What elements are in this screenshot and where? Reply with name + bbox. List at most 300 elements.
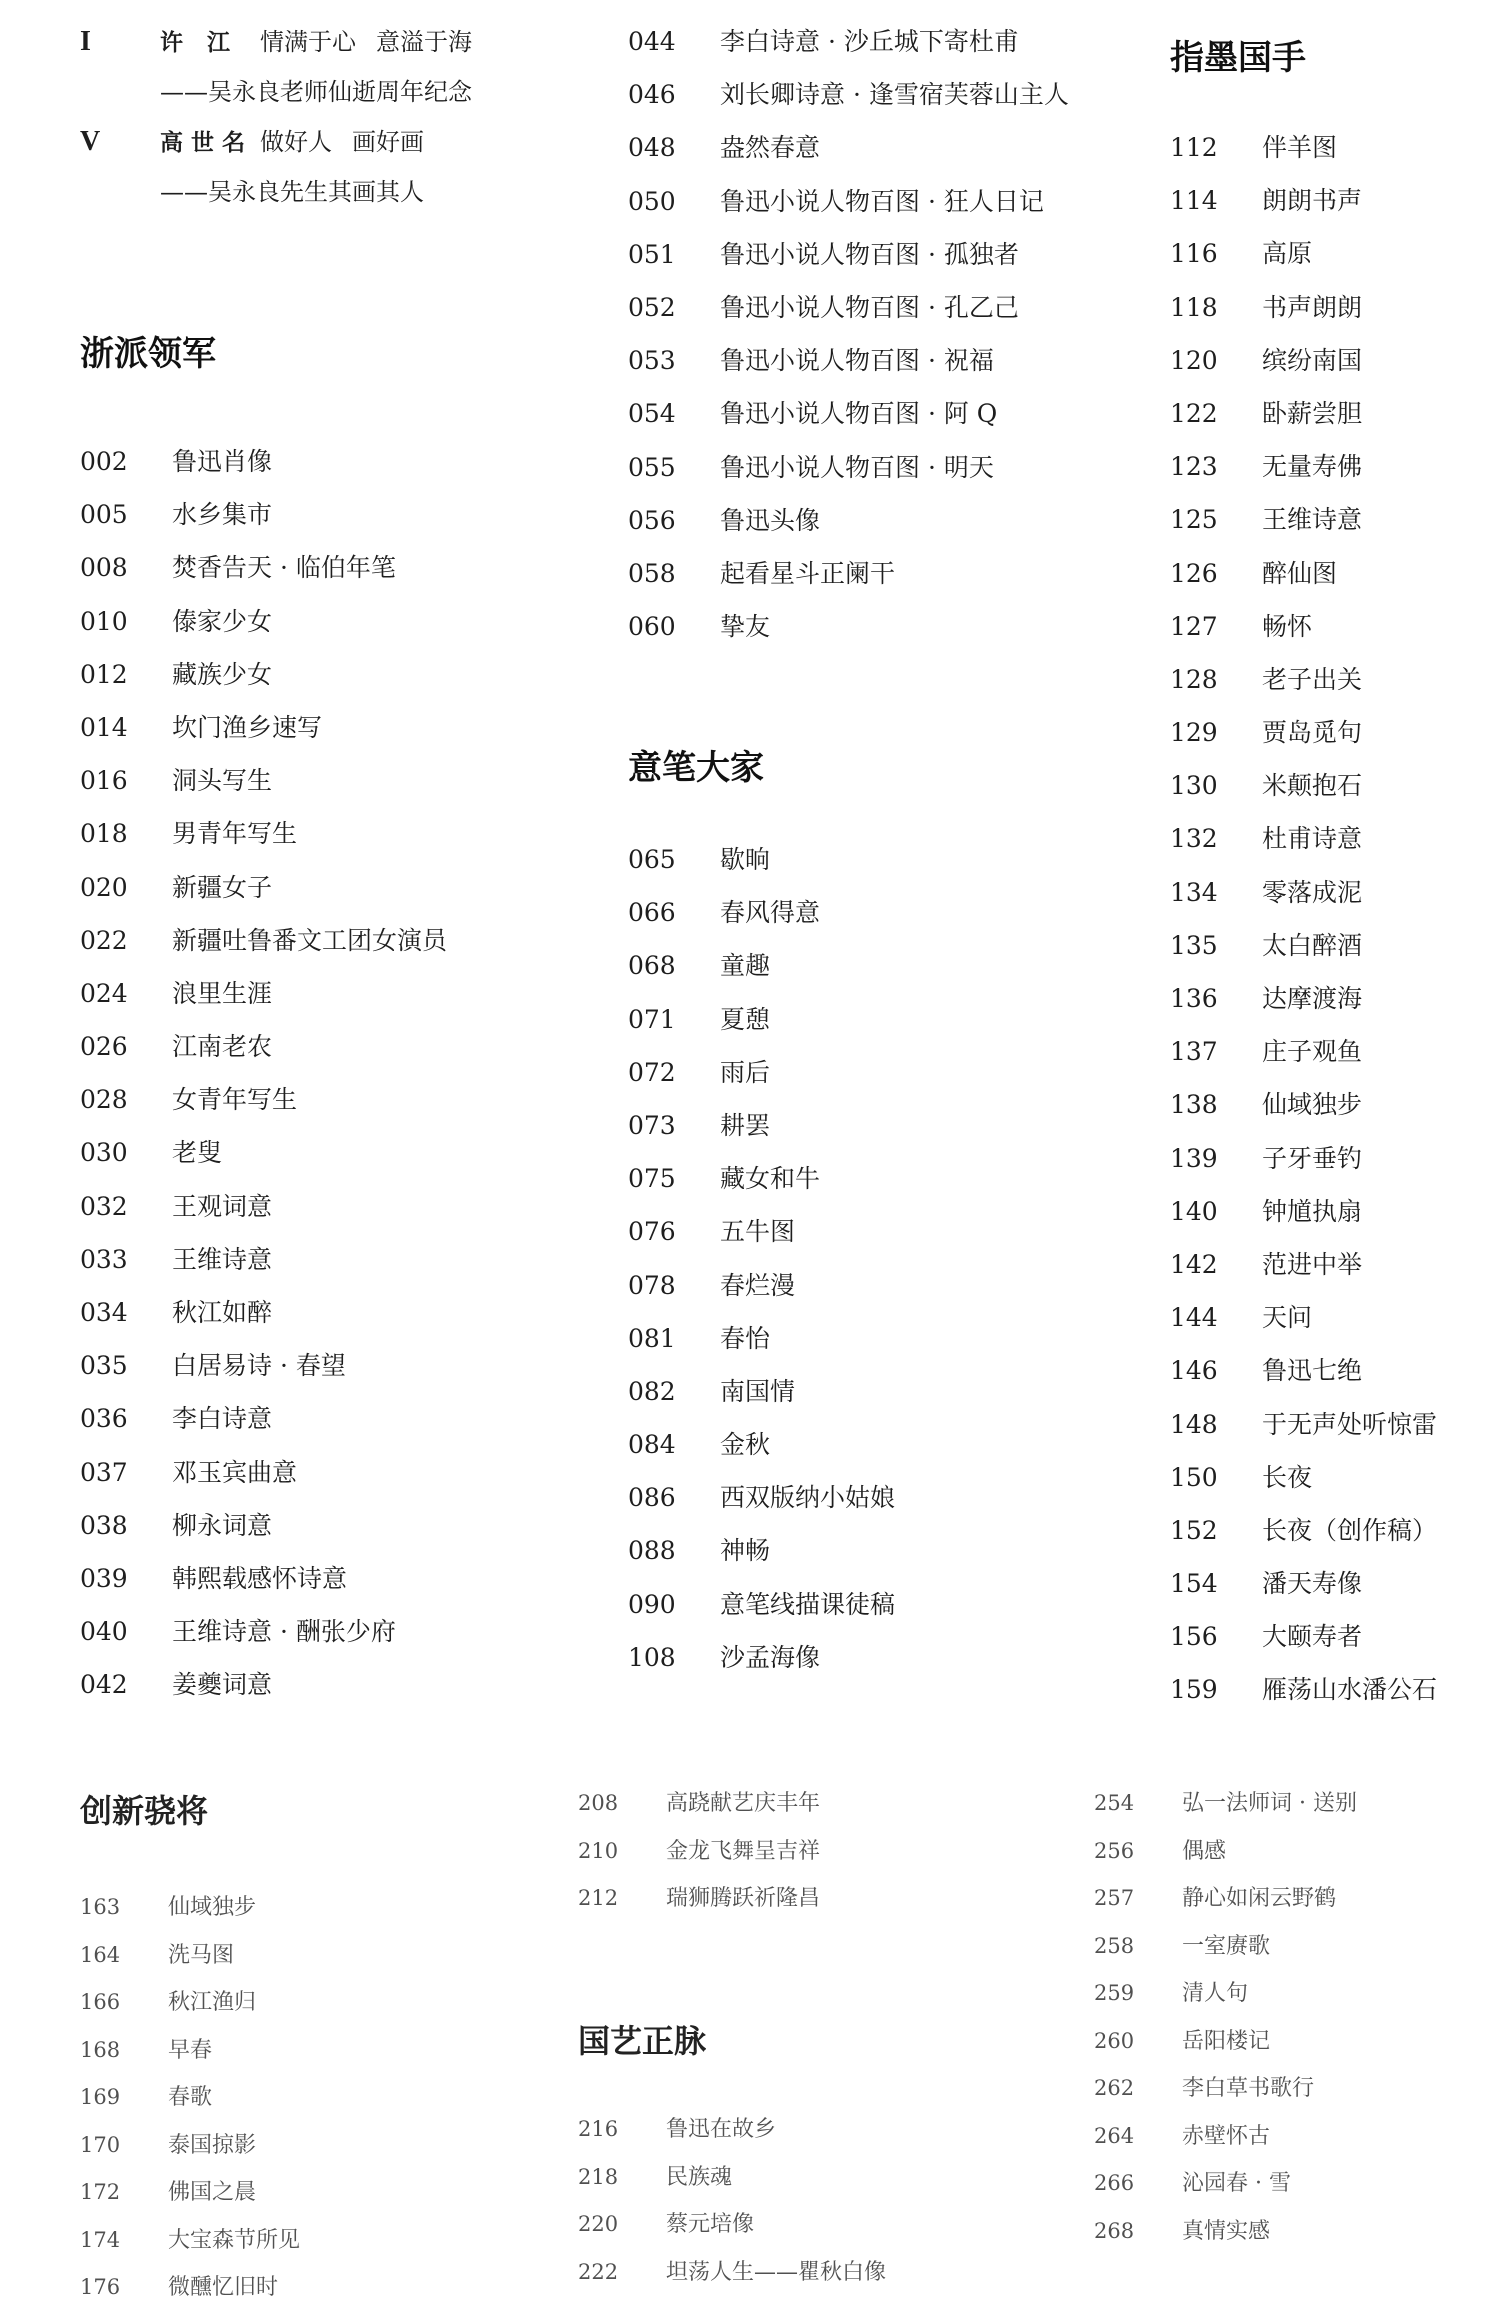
toc-entry[interactable] (628, 1478, 895, 1531)
page-number: 073 (628, 1110, 676, 1140)
toc-entry[interactable] (1170, 1032, 1437, 1085)
page-number: 058 (628, 558, 676, 588)
toc-entry[interactable] (80, 868, 447, 921)
toc-entry[interactable] (628, 1212, 895, 1265)
artwork-title: 起看星斗正阑干 (720, 558, 896, 588)
artwork-title: 王维诗意 (1262, 505, 1363, 535)
artwork-title: 米颠抱石 (1262, 771, 1363, 801)
toc-entry[interactable] (80, 2033, 300, 2081)
section-title: 指墨国手 (1170, 38, 1306, 78)
essay-title-part: 意溢于海 (376, 28, 472, 56)
artwork-title: 鲁迅头像 (720, 505, 821, 535)
artwork-title: 泰国掠影 (168, 2132, 257, 2158)
toc-entry[interactable] (80, 708, 447, 761)
artwork-title: 焚香告天 · 临伯年笔 (172, 553, 396, 583)
page-number: 072 (628, 1057, 676, 1087)
toc-entry[interactable] (1170, 394, 1437, 447)
page-number: 075 (628, 1164, 676, 1194)
toc-entry[interactable] (578, 2112, 886, 2160)
artwork-title: 李白诗意 · 沙丘城下寄杜甫 (720, 27, 1019, 56)
toc-entry[interactable] (1170, 500, 1437, 553)
toc-entry[interactable] (1170, 341, 1437, 394)
artwork-title: 南国情 (720, 1376, 796, 1406)
toc-entry[interactable] (1094, 2024, 1357, 2072)
artwork-title: 坎门渔乡速写 (172, 712, 323, 742)
essay-author: 许 江 (160, 29, 239, 56)
artwork-title: 王维诗意 · 酬张少府 (172, 1617, 396, 1647)
page-number: 222 (578, 2259, 619, 2284)
essay-subtitle: ——吴永良先生其画其人 (160, 178, 424, 206)
page-number: 142 (1170, 1249, 1218, 1279)
artwork-title: 达摩渡海 (1262, 984, 1363, 1013)
toc-entry[interactable] (628, 501, 1069, 554)
page-number: 035 (80, 1351, 128, 1381)
artwork-title: 李白诗意 (172, 1404, 273, 1434)
artwork-title: 新疆女子 (172, 872, 273, 902)
toc-entry[interactable] (80, 1665, 447, 1718)
toc-entry[interactable] (628, 1106, 895, 1159)
artwork-title: 金秋 (720, 1430, 771, 1460)
artwork-title: 长夜 (1262, 1462, 1313, 1492)
artwork-title: 子牙垂钓 (1262, 1143, 1363, 1173)
page-number: 174 (80, 2227, 121, 2252)
toc-entry[interactable] (1094, 2214, 1357, 2262)
toc-entry[interactable] (1170, 766, 1437, 819)
artwork-title: 秋江如醉 (172, 1298, 273, 1327)
toc-entry[interactable] (80, 1346, 447, 1399)
page-number: 002 (80, 447, 128, 476)
page-number: 258 (1094, 1933, 1135, 1958)
page-number: 125 (1170, 505, 1218, 535)
toc-entry[interactable] (628, 75, 1069, 128)
toc-entry[interactable] (1094, 1976, 1357, 2024)
section-zhimo (1170, 30, 1437, 1724)
artwork-title: 天问 (1262, 1303, 1313, 1333)
page-number: 132 (1170, 824, 1218, 854)
artwork-title: 范进中举 (1262, 1249, 1363, 1279)
toc-entry[interactable] (628, 182, 1069, 235)
page-number: 159 (1170, 1675, 1218, 1705)
page-number: 060 (628, 612, 676, 642)
toc-entry[interactable] (80, 1890, 300, 1938)
page-number: 218 (578, 2164, 619, 2189)
toc-entry[interactable] (578, 2207, 886, 2255)
artwork-title: 水乡集市 (172, 500, 273, 530)
artwork-title: 春烂漫 (720, 1270, 796, 1300)
toc-entry[interactable] (628, 554, 1069, 607)
toc-entry[interactable] (1170, 1511, 1437, 1564)
page-number: 005 (80, 500, 128, 530)
artwork-title: 傣家少女 (172, 606, 273, 636)
page-number: 257 (1094, 1886, 1135, 1910)
artwork-title: 大宝森节所见 (168, 2227, 301, 2253)
artwork-title: 岳阳楼记 (1182, 2028, 1271, 2054)
page-number: 156 (1170, 1622, 1218, 1652)
toc-entry[interactable] (1094, 1881, 1357, 1929)
artwork-title: 仙域独步 (1262, 1090, 1363, 1120)
essay-title-part: 画好画 (352, 128, 424, 156)
page-number: 026 (80, 1032, 128, 1062)
artwork-title: 雁荡山水潘公石 (1262, 1675, 1438, 1705)
page-number: 148 (1170, 1409, 1218, 1439)
toc-entry[interactable] (1170, 926, 1437, 979)
essay-title-part: 做好人 (260, 128, 332, 156)
artwork-title: 江南老农 (172, 1032, 273, 1062)
page-number: 010 (80, 606, 128, 636)
toc-entry[interactable] (1170, 1192, 1437, 1245)
page-number: 128 (1170, 664, 1218, 694)
toc-entry[interactable] (1170, 128, 1437, 181)
toc-entry[interactable] (1170, 554, 1437, 607)
artwork-title: 瑞狮腾跃祈隆昌 (666, 1886, 821, 1911)
artwork-title: 鲁迅在故乡 (666, 2117, 777, 2142)
artwork-title: 于无声处听惊雷 (1262, 1409, 1438, 1439)
toc-entry[interactable] (628, 341, 1069, 394)
artwork-title: 伴羊图 (1262, 133, 1338, 162)
toc-entry[interactable] (628, 893, 895, 946)
toc-entry[interactable] (80, 548, 447, 601)
page-number: 266 (1094, 2171, 1135, 2195)
artwork-title: 真情实感 (1182, 2218, 1271, 2244)
toc-entry[interactable] (628, 1319, 895, 1372)
toc-entry[interactable] (1170, 447, 1437, 500)
toc-entry[interactable] (578, 2255, 886, 2303)
page-number: 084 (628, 1430, 676, 1460)
page-number: 146 (1170, 1356, 1218, 1386)
toc-list (80, 442, 447, 1719)
toc-entry[interactable] (80, 495, 447, 548)
toc-entry[interactable] (80, 1293, 447, 1346)
toc-entry[interactable] (80, 1453, 447, 1506)
section-title: 国艺正脉 (578, 2022, 707, 2060)
page-number: 018 (80, 819, 128, 849)
page-number: 138 (1170, 1090, 1218, 1120)
artwork-title: 蔡元培像 (666, 2212, 755, 2237)
toc-entry[interactable] (1170, 607, 1437, 660)
artwork-title: 王维诗意 (172, 1244, 273, 1274)
page-number: 130 (1170, 771, 1218, 801)
section-guoyi (578, 2016, 886, 2302)
toc-entry[interactable] (628, 394, 1069, 447)
toc-entry[interactable] (578, 1786, 820, 1834)
artwork-title: 李白草书歌行 (1182, 2076, 1315, 2101)
artwork-title: 浪里生涯 (172, 978, 273, 1008)
toc-entry[interactable] (628, 288, 1069, 341)
artwork-title: 鲁迅小说人物百图 · 孔乙己 (720, 292, 1019, 322)
page-number: 108 (628, 1642, 676, 1672)
section-col3-bottom (1094, 1786, 1357, 2261)
artwork-title: 洗马图 (168, 1942, 235, 1968)
artwork-title: 神畅 (720, 1536, 771, 1566)
artwork-title: 盎然春意 (720, 133, 821, 163)
toc-entry[interactable] (1170, 288, 1437, 341)
artwork-title: 老子出关 (1262, 664, 1363, 694)
page-number: 144 (1170, 1303, 1218, 1333)
page-number: 154 (1170, 1569, 1218, 1599)
toc-entry[interactable] (1170, 1245, 1437, 1298)
toc-entry[interactable] (80, 1240, 447, 1293)
page-number: 210 (578, 1838, 619, 1863)
page-number: 088 (628, 1536, 676, 1566)
page-number: 140 (1170, 1196, 1218, 1226)
toc-entry[interactable] (80, 1985, 300, 2033)
essay-author: 高世名 (160, 129, 253, 156)
toc-entry[interactable] (628, 1531, 895, 1584)
toc-entry[interactable] (628, 607, 1069, 660)
artwork-title: 刘长卿诗意 · 逢雪宿芙蓉山主人 (720, 80, 1069, 110)
artwork-title: 鲁迅小说人物百图 · 祝福 (720, 346, 994, 376)
page-number: 164 (80, 1942, 121, 1967)
toc-entry[interactable] (80, 2080, 300, 2128)
toc-list (578, 1786, 820, 1929)
page-number: 054 (628, 399, 676, 429)
section-title: 浙派领军 (80, 334, 216, 374)
toc-entry[interactable] (628, 1425, 895, 1478)
toc-entry[interactable] (1170, 660, 1437, 713)
toc-entry[interactable] (80, 2223, 300, 2271)
toc-entry[interactable] (80, 1027, 447, 1080)
toc-entry[interactable] (1170, 1458, 1437, 1511)
artwork-title: 贾岛觅句 (1262, 718, 1363, 748)
essay-subtitle: ——吴永良老师仙逝周年纪念 (160, 78, 472, 106)
toc-entry[interactable] (80, 921, 447, 974)
toc-entry[interactable] (1170, 234, 1437, 287)
toc-entry[interactable] (628, 1159, 895, 1212)
toc-entry[interactable] (1170, 819, 1437, 872)
toc-entry[interactable] (1170, 1670, 1437, 1723)
page-number: 008 (80, 553, 128, 583)
page-number: 037 (80, 1457, 128, 1487)
toc-entry[interactable] (80, 761, 447, 814)
artwork-title: 金龙飞舞呈吉祥 (666, 1838, 821, 1864)
artwork-title: 钟馗执扇 (1262, 1196, 1363, 1226)
artwork-title: 沙孟海像 (720, 1642, 821, 1672)
toc-entry[interactable] (1170, 1351, 1437, 1404)
page-number: 123 (1170, 452, 1218, 482)
artwork-title: 高原 (1262, 239, 1313, 269)
page-number: 055 (628, 452, 676, 482)
artwork-title: 偶感 (1182, 1838, 1227, 1864)
artwork-title: 王观词意 (172, 1191, 273, 1221)
toc-entry[interactable] (80, 1399, 447, 1452)
artwork-title: 赤壁怀古 (1182, 2123, 1271, 2149)
page-number: 078 (628, 1270, 676, 1300)
artwork-title: 鲁迅小说人物百图 · 阿 Q (720, 399, 998, 429)
page-number: 268 (1094, 2218, 1135, 2243)
toc-entry[interactable] (628, 235, 1069, 288)
page-number: 170 (80, 2132, 121, 2157)
toc-list (80, 1890, 300, 2318)
page-number: 016 (80, 766, 128, 796)
page-number: 053 (628, 346, 676, 376)
page-number: 032 (80, 1191, 128, 1221)
section-col2-bottom (578, 1786, 820, 1929)
section-title: 意笔大家 (628, 748, 764, 788)
toc-entry[interactable] (1170, 713, 1437, 766)
artwork-title: 高跷献艺庆丰年 (666, 1791, 821, 1816)
page-number: 014 (80, 712, 128, 742)
toc-entry[interactable] (80, 442, 447, 495)
artwork-title: 童趣 (720, 951, 771, 981)
page-number: 022 (80, 925, 128, 955)
toc-entry[interactable] (80, 1938, 300, 1986)
section-title: 创新骁将 (80, 1792, 209, 1830)
artwork-title: 春歌 (168, 2085, 213, 2110)
artwork-title: 意笔线描课徒稿 (720, 1589, 896, 1619)
page-number: 090 (628, 1589, 676, 1619)
page-number: 056 (628, 505, 676, 535)
artwork-title: 仙域独步 (168, 1895, 257, 1920)
page-number: 030 (80, 1138, 128, 1168)
artwork-title: 沁园春 · 雪 (1182, 2171, 1291, 2196)
artwork-title: 邓玉宾曲意 (172, 1457, 298, 1487)
artwork-title: 长夜（创作稿） (1262, 1515, 1438, 1545)
toc-entry[interactable] (628, 128, 1069, 181)
page-number: 216 (578, 2117, 619, 2141)
toc-entry[interactable] (628, 946, 895, 999)
toc-entry[interactable] (1170, 1405, 1437, 1458)
artwork-title: 畅怀 (1262, 611, 1313, 641)
toc-entry[interactable] (1170, 1085, 1437, 1138)
page-number: 163 (80, 1895, 121, 1919)
toc-entry[interactable] (1170, 1617, 1437, 1670)
artwork-title: 微醺忆旧时 (168, 2275, 279, 2300)
toc-entry[interactable] (1170, 1139, 1437, 1192)
toc-entry[interactable] (80, 1080, 447, 1133)
toc-entry[interactable] (1170, 1564, 1437, 1617)
toc-list (578, 2112, 886, 2302)
artwork-title: 鲁迅小说人物百图 · 明天 (720, 452, 994, 482)
page-number: 172 (80, 2180, 121, 2204)
toc-entry[interactable] (1170, 979, 1437, 1032)
artwork-title: 夏憩 (720, 1004, 771, 1034)
toc-entry[interactable] (628, 448, 1069, 501)
toc-entry[interactable] (1094, 2071, 1357, 2119)
artwork-title: 鲁迅小说人物百图 · 狂人日记 (720, 186, 1044, 216)
toc-entry[interactable] (80, 1506, 447, 1559)
toc-entry[interactable] (80, 1559, 447, 1612)
page-number: 120 (1170, 345, 1218, 375)
section-yibi (628, 740, 895, 1691)
toc-entry[interactable] (628, 840, 895, 893)
page-number: 081 (628, 1323, 676, 1353)
toc-entry[interactable] (1094, 1834, 1357, 1882)
page-number: 020 (80, 872, 128, 902)
artwork-title: 零落成泥 (1262, 877, 1363, 907)
toc-list (1170, 128, 1437, 1724)
artwork-title: 鲁迅七绝 (1262, 1356, 1363, 1386)
artwork-title: 静心如闲云野鹤 (1182, 1886, 1337, 1911)
page-number: 066 (628, 898, 676, 928)
page-number: 220 (578, 2212, 619, 2236)
artwork-title: 清人句 (1182, 1981, 1249, 2006)
artwork-title: 春怡 (720, 1323, 771, 1353)
page-number: 264 (1094, 2123, 1135, 2148)
toc-entry[interactable] (578, 1881, 820, 1929)
artwork-title: 佛国之晨 (168, 2180, 257, 2205)
page-number: 034 (80, 1298, 128, 1327)
artwork-title: 老叟 (172, 1138, 223, 1168)
page-number: 256 (1094, 1838, 1135, 1863)
toc-entry[interactable] (80, 1612, 447, 1665)
artwork-title: 女青年写生 (172, 1085, 298, 1115)
toc-entry[interactable] (80, 1133, 447, 1186)
toc-entry[interactable] (1094, 1786, 1357, 1834)
artwork-title: 醉仙图 (1262, 558, 1338, 588)
page-number: 051 (628, 239, 676, 269)
artwork-title: 缤纷南国 (1262, 345, 1363, 375)
toc-entry[interactable] (1094, 2166, 1357, 2214)
toc-entry[interactable] (628, 1000, 895, 1053)
toc-entry[interactable] (80, 2270, 300, 2318)
toc-entry[interactable] (578, 1834, 820, 1882)
toc-entry[interactable] (628, 1372, 895, 1425)
intro-entry[interactable] (80, 22, 472, 72)
page-number: 152 (1170, 1515, 1218, 1545)
artwork-title: 民族魂 (666, 2164, 733, 2190)
toc-entry[interactable] (80, 2128, 300, 2176)
page-number: 046 (628, 80, 676, 110)
page-number: 136 (1170, 984, 1218, 1013)
toc-entry[interactable] (1170, 873, 1437, 926)
artwork-title: 秋江渔归 (168, 1990, 257, 2015)
toc-entry[interactable] (80, 602, 447, 655)
toc-entry[interactable] (1094, 1929, 1357, 1977)
page-number: 012 (80, 659, 128, 689)
toc-entry[interactable] (80, 814, 447, 867)
page-number: 071 (628, 1004, 676, 1034)
artwork-title: 耕罢 (720, 1110, 771, 1140)
toc-entry[interactable] (628, 22, 1069, 75)
artwork-title: 朗朗书声 (1262, 186, 1363, 216)
page-numeral: I (80, 26, 91, 57)
page-number: 262 (1094, 2076, 1135, 2100)
page-number: 086 (628, 1483, 676, 1513)
intro-entry[interactable] (80, 122, 472, 172)
page-numeral: V (80, 126, 101, 157)
artwork-title: 白居易诗 · 春望 (172, 1351, 346, 1381)
toc-entry[interactable] (628, 1266, 895, 1319)
toc-entry[interactable] (80, 2175, 300, 2223)
page-number: 137 (1170, 1037, 1218, 1067)
artwork-title: 卧薪尝胆 (1262, 398, 1363, 428)
artwork-title: 庄子观鱼 (1262, 1037, 1363, 1067)
page-number: 114 (1170, 186, 1218, 216)
toc-entry[interactable] (628, 1053, 895, 1106)
toc-entry[interactable] (1170, 181, 1437, 234)
toc-entry[interactable] (80, 974, 447, 1027)
artwork-title: 坦荡人生——瞿秋白像 (666, 2259, 887, 2285)
toc-entry[interactable] (628, 1638, 895, 1691)
toc-entry[interactable] (80, 1187, 447, 1240)
page-number: 024 (80, 978, 128, 1008)
artwork-title: 新疆吐鲁番文工团女演员 (172, 925, 448, 955)
artwork-title: 大颐寿者 (1262, 1622, 1363, 1652)
toc-entry[interactable] (628, 1585, 895, 1638)
artwork-title: 姜夔词意 (172, 1670, 273, 1700)
artwork-title: 雨后 (720, 1057, 771, 1087)
page-number: 129 (1170, 718, 1218, 748)
toc-entry[interactable] (1094, 2119, 1357, 2167)
toc-entry[interactable] (1170, 1298, 1437, 1351)
page-number: 254 (1094, 1791, 1135, 1815)
artwork-title: 韩熙载感怀诗意 (172, 1563, 348, 1593)
page-number: 139 (1170, 1143, 1218, 1173)
page-number: 116 (1170, 239, 1218, 269)
toc-entry[interactable] (80, 655, 447, 708)
artwork-title: 春风得意 (720, 898, 821, 928)
toc-entry[interactable] (578, 2160, 886, 2208)
